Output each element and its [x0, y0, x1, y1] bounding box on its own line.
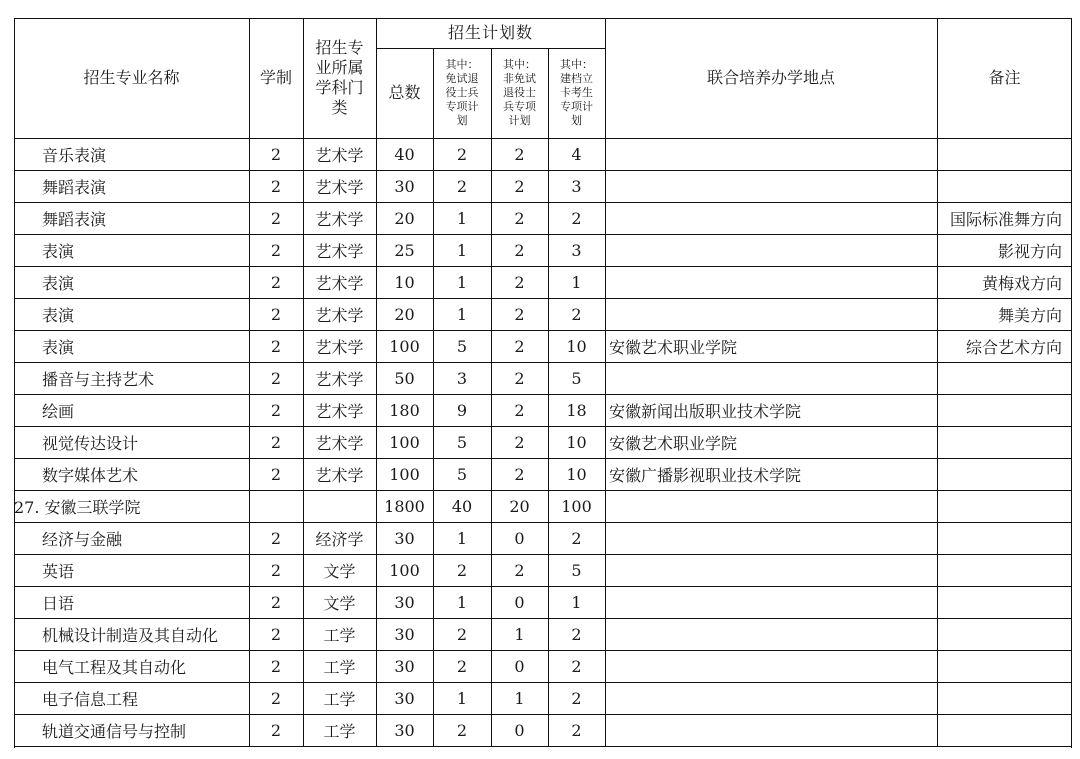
- grid-row-line: [14, 266, 1072, 267]
- cell-joint: 安徽艺术职业学院: [609, 337, 738, 357]
- cell-years: 2: [270, 336, 282, 356]
- cell-note: [937, 458, 1072, 490]
- cell-total: 30: [394, 720, 415, 740]
- cell-a: 1: [456, 240, 468, 260]
- cell-total: 1800: [384, 496, 425, 516]
- cell-b: 1: [514, 624, 525, 644]
- cell-c: 2: [571, 528, 582, 548]
- cell-joint: [605, 138, 937, 170]
- grid-row-line: [14, 554, 1072, 555]
- cell-note: 综合艺术方向: [965, 337, 1062, 357]
- cell-name: 舞蹈表演: [42, 177, 107, 197]
- cell-years: 2: [270, 560, 282, 580]
- cell-total: 100: [389, 432, 420, 452]
- cell-years: 2: [270, 208, 282, 228]
- cell-total: 20: [394, 304, 415, 324]
- grid-col-line: [249, 18, 250, 746]
- cell-b: 2: [514, 432, 525, 452]
- grid-col-line: [376, 18, 377, 746]
- cell-b: 2: [514, 560, 525, 580]
- cell-joint: [605, 170, 937, 202]
- header-total: 总数: [388, 83, 421, 102]
- grid-row-line: [14, 586, 1072, 587]
- cell-c: 2: [571, 624, 582, 644]
- cell-cat: 艺术学: [315, 465, 364, 485]
- cell-cat: 文学: [323, 593, 356, 613]
- grid-subcol-line: [433, 48, 434, 746]
- cell-note: [937, 490, 1072, 522]
- cell-years: 2: [270, 304, 282, 324]
- header-poverty-students: 其中： 建档立 卡考生 专项计 划: [560, 58, 593, 127]
- cell-cat: 艺术学: [315, 273, 364, 293]
- cell-c: 2: [571, 656, 582, 676]
- cell-name: 表演: [42, 241, 75, 261]
- cell-a: 1: [456, 304, 468, 324]
- grid-subcol-line: [491, 48, 492, 746]
- cell-b: 0: [514, 528, 525, 548]
- header-plan-group: 招生计划数: [447, 23, 533, 42]
- grid-row-line: [14, 234, 1072, 235]
- cell-a: 1: [456, 592, 468, 612]
- grid-row-line: [14, 682, 1072, 683]
- cell-years: 2: [270, 176, 282, 196]
- cell-c: 5: [571, 560, 582, 580]
- grid-row-line: [14, 746, 1072, 747]
- cell-years: [249, 490, 303, 522]
- grid-col-line: [937, 18, 938, 746]
- cell-c: 100: [561, 496, 592, 516]
- cell-years: 2: [270, 688, 282, 708]
- cell-b: 1: [514, 688, 525, 708]
- cell-years: 2: [270, 656, 282, 676]
- cell-years: 2: [270, 624, 282, 644]
- grid-col-line: [605, 18, 606, 746]
- cell-joint: [605, 714, 937, 746]
- cell-years: 2: [270, 368, 282, 388]
- cell-cat: 经济学: [315, 529, 364, 549]
- header-exempt-veterans: 其中： 免试退 役士兵 专项计 划: [445, 58, 479, 127]
- cell-note: [937, 586, 1072, 618]
- cell-name: 播音与主持艺术: [42, 369, 155, 389]
- cell-note: [937, 394, 1072, 426]
- cell-note: [937, 618, 1072, 650]
- cell-total: 180: [389, 400, 420, 420]
- cell-cat: 工学: [323, 721, 356, 741]
- cell-cat: 工学: [323, 625, 356, 645]
- cell-cat: 艺术学: [315, 369, 364, 389]
- cell-total: 10: [394, 272, 415, 292]
- cell-c: 2: [571, 304, 582, 324]
- cell-years: 2: [270, 528, 282, 548]
- cell-b: 2: [514, 144, 525, 164]
- cell-name: 绘画: [42, 401, 75, 421]
- grid-row-line: [14, 458, 1072, 459]
- grid-row-line: [14, 522, 1072, 523]
- cell-joint: [605, 650, 937, 682]
- grid-header-bottom: [14, 138, 1072, 139]
- cell-total: 50: [394, 368, 415, 388]
- cell-years: 2: [270, 144, 282, 164]
- cell-name: 经济与金融: [42, 529, 123, 549]
- header-joint-location: 联合培养办学地点: [706, 68, 835, 87]
- grid-subcol-line: [548, 48, 549, 746]
- cell-name: 表演: [42, 305, 75, 325]
- cell-c: 10: [566, 464, 587, 484]
- cell-cat: 艺术学: [315, 337, 364, 357]
- cell-a: 2: [456, 176, 468, 196]
- grid-row-line: [14, 426, 1072, 427]
- cell-c: 2: [571, 208, 582, 228]
- cell-cat: 艺术学: [315, 177, 364, 197]
- cell-a: 2: [456, 144, 468, 164]
- cell-name: 表演: [42, 273, 75, 293]
- header-category: 招生专 业所属 学科门 类: [315, 38, 364, 117]
- cell-joint: [605, 234, 937, 266]
- cell-cat: [303, 490, 376, 522]
- cell-joint: 安徽新闻出版职业技术学院: [609, 401, 802, 421]
- cell-total: 20: [394, 208, 415, 228]
- grid-row-line: [14, 714, 1072, 715]
- cell-joint: [605, 554, 937, 586]
- cell-a: 2: [456, 560, 468, 580]
- cell-years: 2: [270, 272, 282, 292]
- cell-years: 2: [270, 432, 282, 452]
- cell-a: 5: [456, 464, 468, 484]
- cell-note: 黄梅戏方向: [981, 273, 1062, 293]
- cell-total: 100: [389, 560, 420, 580]
- cell-total: 40: [394, 144, 415, 164]
- cell-note: 舞美方向: [997, 305, 1062, 325]
- cell-a: 40: [451, 496, 473, 516]
- cell-c: 5: [571, 368, 582, 388]
- cell-a: 2: [456, 720, 468, 740]
- cell-b: 0: [514, 720, 525, 740]
- cell-a: 5: [456, 336, 468, 356]
- cell-total: 30: [394, 176, 415, 196]
- cell-joint: 安徽广播影视职业技术学院: [609, 465, 802, 485]
- cell-total: 100: [389, 336, 420, 356]
- cell-note: [937, 170, 1072, 202]
- cell-name: 机械设计制造及其自动化: [42, 625, 219, 645]
- grid-row-line: [14, 298, 1072, 299]
- cell-total: 100: [389, 464, 420, 484]
- cell-c: 1: [571, 592, 582, 612]
- cell-a: 1: [456, 688, 468, 708]
- cell-b: 2: [514, 400, 525, 420]
- cell-total: 30: [394, 528, 415, 548]
- cell-b: 2: [514, 176, 525, 196]
- cell-name: 英语: [42, 561, 75, 581]
- cell-cat: 艺术学: [315, 145, 364, 165]
- cell-a: 1: [456, 208, 468, 228]
- grid-row-line: [14, 490, 1072, 491]
- cell-cat: 工学: [323, 689, 356, 709]
- cell-a: 9: [456, 400, 468, 420]
- cell-total: 25: [394, 240, 415, 260]
- grid-row-line: [14, 170, 1072, 171]
- grid-top-border: [14, 18, 1072, 19]
- cell-a: 1: [456, 272, 468, 292]
- cell-c: 4: [571, 144, 582, 164]
- cell-a: 3: [456, 368, 468, 388]
- cell-joint: [605, 682, 937, 714]
- cell-years: 2: [270, 464, 282, 484]
- cell-c: 18: [566, 400, 587, 420]
- cell-joint: [605, 298, 937, 330]
- cell-a: 2: [456, 624, 468, 644]
- grid-row-line: [14, 394, 1072, 395]
- cell-b: 2: [514, 240, 525, 260]
- grid-row-line: [14, 202, 1072, 203]
- cell-joint: [605, 362, 937, 394]
- cell-b: 20: [509, 496, 530, 516]
- cell-total: 30: [394, 656, 415, 676]
- cell-c: 10: [566, 336, 587, 356]
- cell-c: 1: [571, 272, 582, 292]
- cell-name: 表演: [42, 337, 75, 357]
- cell-cat: 艺术学: [315, 401, 364, 421]
- cell-years: 2: [270, 240, 282, 260]
- cell-cat: 艺术学: [315, 305, 364, 325]
- cell-note: 影视方向: [997, 241, 1062, 261]
- cell-a: 1: [456, 528, 468, 548]
- cell-c: 2: [571, 688, 582, 708]
- cell-name: 轨道交通信号与控制: [42, 721, 187, 741]
- cell-note: 国际标准舞方向: [949, 209, 1062, 229]
- cell-cat: 艺术学: [315, 209, 364, 229]
- cell-joint: [605, 490, 937, 522]
- cell-c: 2: [571, 720, 582, 740]
- header-major: 招生专业名称: [83, 68, 180, 87]
- cell-b: 2: [514, 272, 525, 292]
- cell-b: 2: [514, 208, 525, 228]
- cell-b: 0: [514, 592, 525, 612]
- cell-name: 日语: [42, 593, 75, 613]
- cell-years: 2: [270, 720, 282, 740]
- cell-joint: [605, 618, 937, 650]
- cell-cat: 艺术学: [315, 433, 364, 453]
- cell-b: 2: [514, 464, 525, 484]
- cell-b: 0: [514, 656, 525, 676]
- cell-b: 2: [514, 336, 525, 356]
- cell-note: [937, 522, 1072, 554]
- grid-row-line: [14, 650, 1072, 651]
- cell-note: [937, 650, 1072, 682]
- grid-row-line: [14, 330, 1072, 331]
- cell-name: 舞蹈表演: [42, 209, 107, 229]
- cell-note: [937, 682, 1072, 714]
- cell-c: 3: [571, 240, 582, 260]
- cell-joint: [605, 586, 937, 618]
- header-years: 学制: [259, 68, 292, 87]
- cell-note: [937, 714, 1072, 746]
- grid-col-line: [303, 18, 304, 746]
- cell-a: 2: [456, 656, 468, 676]
- cell-note: [937, 362, 1072, 394]
- cell-cat: 艺术学: [315, 241, 364, 261]
- cell-note: [937, 554, 1072, 586]
- cell-name: 视觉传达设计: [42, 433, 139, 453]
- cell-years: 2: [270, 400, 282, 420]
- cell-cat: 文学: [323, 561, 356, 581]
- cell-total: 30: [394, 688, 415, 708]
- cell-b: 2: [514, 368, 525, 388]
- cell-name: 27. 安徽三联学院: [14, 497, 141, 517]
- cell-total: 30: [394, 592, 415, 612]
- cell-joint: [605, 522, 937, 554]
- cell-note: [937, 426, 1072, 458]
- cell-total: 30: [394, 624, 415, 644]
- cell-a: 5: [456, 432, 468, 452]
- cell-name: 电子信息工程: [42, 689, 139, 709]
- cell-cat: 工学: [323, 657, 356, 677]
- cell-note: [937, 138, 1072, 170]
- cell-years: 2: [270, 592, 282, 612]
- cell-c: 10: [566, 432, 587, 452]
- cell-joint: 安徽艺术职业学院: [609, 433, 738, 453]
- cell-joint: [605, 266, 937, 298]
- cell-joint: [605, 202, 937, 234]
- grid-row-line: [14, 362, 1072, 363]
- cell-c: 3: [571, 176, 582, 196]
- cell-name: 电气工程及其自动化: [42, 657, 187, 677]
- grid-row-line: [14, 618, 1072, 619]
- cell-name: 音乐表演: [42, 145, 107, 165]
- header-nonexempt-veterans: 其中： 非免试 退役士 兵专项 计划: [503, 58, 536, 127]
- cell-name: 数字媒体艺术: [42, 465, 139, 485]
- header-note: 备注: [988, 68, 1021, 87]
- cell-b: 2: [514, 304, 525, 324]
